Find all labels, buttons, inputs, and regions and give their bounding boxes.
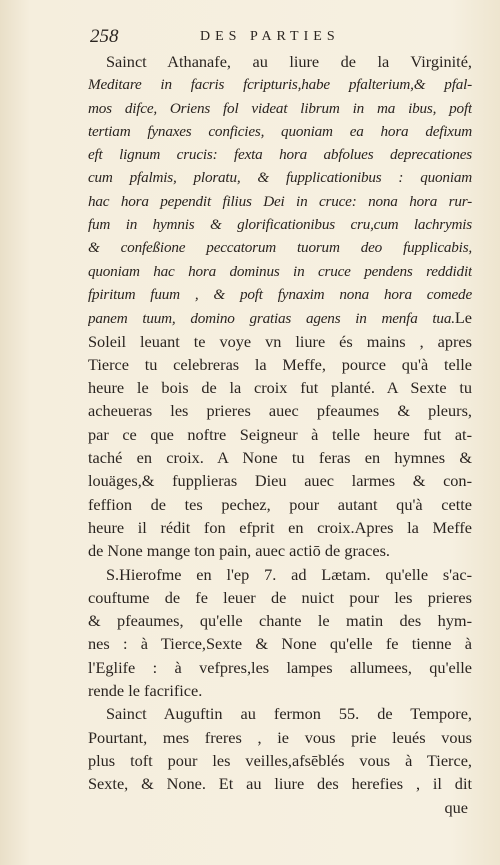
body-text <box>88 50 472 819</box>
text-line: taché en croix. A None tu feras en hymnes & <box>88 448 472 468</box>
text-line: acheueras les prieres auec pfeaumes & pleurs, <box>88 401 472 421</box>
text-line: tertiam fynaxes conficies, quoniam ea hora defixum <box>88 122 472 140</box>
text-line: & pfeaumes, qu'elle chante le matin des hym- <box>88 611 472 631</box>
text-line: heure il rédit fon efprit en croix.Apres la Meffe <box>88 517 472 537</box>
page-number: 258 <box>90 26 119 47</box>
text-line: couftume de fe leuer de nuict pour les prieres <box>88 587 472 607</box>
text-line-roman: Le <box>454 308 472 328</box>
text-line: nes : à Tierce,Sexte & None qu'elle fe tienne à <box>88 634 472 654</box>
text-line: de None mange ton pain, auec actiō de graces. <box>88 541 390 561</box>
text-line-italic: panem tuum, domino gratias agens in menfa tua. <box>88 310 455 328</box>
text-line: feffion de tes pechez, pour autant qu'à cette <box>88 494 472 514</box>
text-line: S.Hierofme en l'ep 7. ad Lætam. qu'elle s'ac- <box>106 564 472 584</box>
page-header <box>90 26 470 48</box>
text-line <box>88 306 472 329</box>
text-line: heure le bois de la croix fut planté. A Sexte tu <box>88 378 472 398</box>
text-line: Meditare in facris fcripturis,habe pfalterium,& pfal- <box>88 76 472 94</box>
running-title: DES PARTIES <box>200 29 340 44</box>
text-line: cum pfalmis, ploratu, & fupplicationibus : quoniam <box>88 169 472 187</box>
text-line: fpiritum fuum , & poft fynaxim nona hora comede <box>88 285 472 303</box>
text-line: rende le facrifice. <box>88 681 203 701</box>
text-line: mos difce, Oriens fol videat librum in ma ibus, poft <box>88 99 472 117</box>
text-line: par ce que noftre Seigneur à telle heure fut at- <box>88 424 472 444</box>
text-line: hac hora pependit filius Dei in cruce: nona hora rur- <box>88 192 472 210</box>
text-line: Sainct Athanafe, au liure de la Virginité, <box>106 52 472 71</box>
text-line: Soleil leuant te voye vn liure és mains , apres <box>88 331 472 351</box>
text-line: plus toft pour les veilles,afsēblés vous à Tierce, <box>88 750 472 770</box>
text-line: Tierce tu celebreras la Meffe, pource qu'à telle <box>88 354 472 374</box>
text-line: Pourtant, mes freres , ie vous prie leués vous <box>88 727 472 747</box>
text-line: l'Eglife : à vefpres,les lampes allumees, qu'elle <box>88 657 472 677</box>
text-line: louäges,& fupplieras Dieu auec larmes & con- <box>88 471 472 491</box>
text-line: fum in hymnis & glorificationibus cru,cum lachrymis <box>88 216 472 234</box>
text-line: Sainct Auguftin au fermon 55. de Tempore, <box>106 704 472 724</box>
text-line: & confeßione peccatorum tuorum deo fupplicabis, <box>88 239 472 257</box>
text-line: eft lignum crucis: fexta hora abfolues deprecationes <box>88 146 472 164</box>
catchword: que <box>444 797 468 817</box>
text-line: Sexte, & None. Et au liure des herefies , il dit <box>88 774 472 794</box>
text-line: quoniam hac hora dominus in cruce pendens reddidit <box>88 262 472 280</box>
